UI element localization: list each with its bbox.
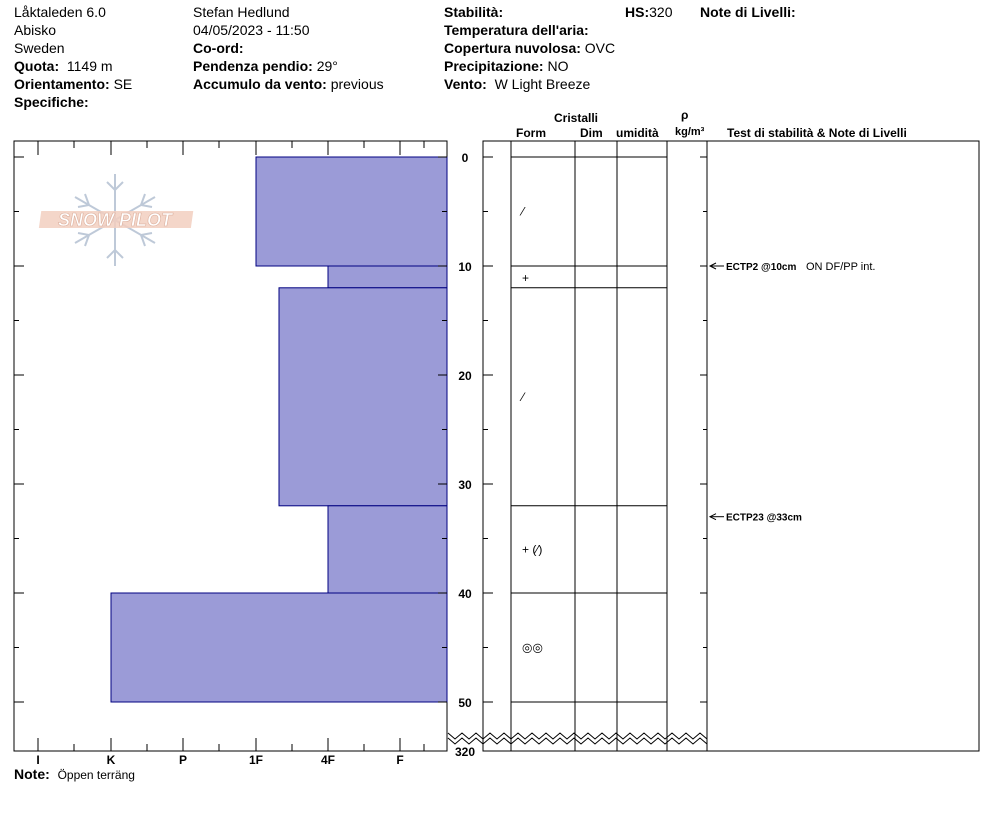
- hardness-tick-label-1: K: [106, 753, 116, 767]
- hardness-bar-1: [328, 266, 447, 288]
- location-name: Låktaleden 6.0: [14, 4, 106, 20]
- column-umidita: umidità: [616, 126, 659, 140]
- quota-value: 1149 m: [66, 58, 113, 74]
- region-name: Abisko: [14, 22, 57, 38]
- note-livelli-label: Note di Livelli:: [700, 4, 796, 20]
- orient-label: Orientamento:: [14, 76, 110, 92]
- observation-datetime: 04/05/2023 - 11:50: [193, 22, 310, 38]
- observer-name: Stefan Hedlund: [193, 4, 290, 20]
- table-column-lines: [511, 141, 707, 751]
- layer-form-4: ◎◎: [522, 640, 543, 655]
- copertura-label: Copertura nuvolosa:: [444, 40, 581, 56]
- hardness-bar-4: [111, 593, 447, 702]
- note-text: Öppen terräng: [57, 768, 135, 782]
- depth-tick-label-1: 10: [458, 260, 472, 274]
- vento-label: Vento:: [444, 76, 487, 92]
- hs-value: 320: [649, 4, 673, 20]
- test-label-1: ECTP23 @33cm: [726, 512, 802, 524]
- orient-value: SE: [113, 76, 133, 92]
- layer-form-0: ⁄: [522, 204, 525, 219]
- quota-label: Quota:: [14, 58, 60, 74]
- coord-label: Co-ord:: [193, 40, 244, 56]
- test-note-0: ON DF/PP int.: [806, 261, 876, 273]
- layer-form-1: +: [522, 270, 530, 285]
- depth-break-marker: [448, 733, 707, 744]
- column-tests: Test di stabilità & Note di Livelli: [727, 126, 907, 140]
- hs-label: HS:: [625, 4, 650, 20]
- hardness-bar-0: [256, 157, 447, 266]
- pendenza-value: 29°: [316, 58, 338, 74]
- layer-form-3: + (⁄): [522, 542, 543, 557]
- snowpilot-logo: [39, 174, 193, 266]
- depth-tick-label-4: 40: [458, 587, 472, 601]
- hardness-bar-2: [279, 288, 447, 506]
- vento-value: W Light Breeze: [494, 76, 591, 92]
- depth-tick-label-0: 0: [461, 151, 469, 165]
- column-rho: ρ: [681, 108, 689, 122]
- hardness-tick-label-2: P: [178, 753, 188, 767]
- hardness-bar-3: [328, 506, 447, 593]
- layer-form-2: ⁄: [522, 389, 525, 404]
- logo-text: SNOW PILOT: [58, 210, 172, 230]
- accumulo-value: previous: [330, 76, 384, 92]
- specifiche-label: Specifiche:: [14, 94, 89, 110]
- country-name: Sweden: [14, 40, 65, 56]
- hardness-tick-label-0: I: [36, 753, 40, 767]
- test-label-0: ECTP2 @10cm: [726, 262, 797, 273]
- hardness-tick-label-5: F: [396, 753, 404, 767]
- column-form: Form: [516, 126, 546, 140]
- depth-tick-label-5: 50: [458, 696, 472, 710]
- layer-table-frame: [483, 141, 979, 751]
- depth-tick-label-3: 30: [458, 478, 472, 492]
- precip-label: Precipitazione:: [444, 58, 544, 74]
- accumulo-label: Accumulo da vento:: [193, 76, 327, 92]
- temp-label: Temperatura dell'aria:: [444, 22, 589, 38]
- precip-value: NO: [547, 58, 569, 74]
- pendenza-label: Pendenza pendio:: [193, 58, 313, 74]
- hardness-tick-label-4: 4F: [320, 753, 336, 767]
- column-dim: Dim: [580, 126, 603, 140]
- copertura-value: OVC: [584, 40, 616, 56]
- column-density-unit: kg/m³: [675, 126, 705, 138]
- hardness-tick-label-3: 1F: [248, 753, 264, 767]
- stabilita-label: Stabilità:: [444, 4, 504, 20]
- note-label: Note:: [14, 766, 50, 782]
- depth-tick-label-2: 20: [458, 369, 472, 383]
- column-cristalli: Cristalli: [554, 111, 599, 125]
- y-tick-label-bottom: 320: [454, 745, 476, 759]
